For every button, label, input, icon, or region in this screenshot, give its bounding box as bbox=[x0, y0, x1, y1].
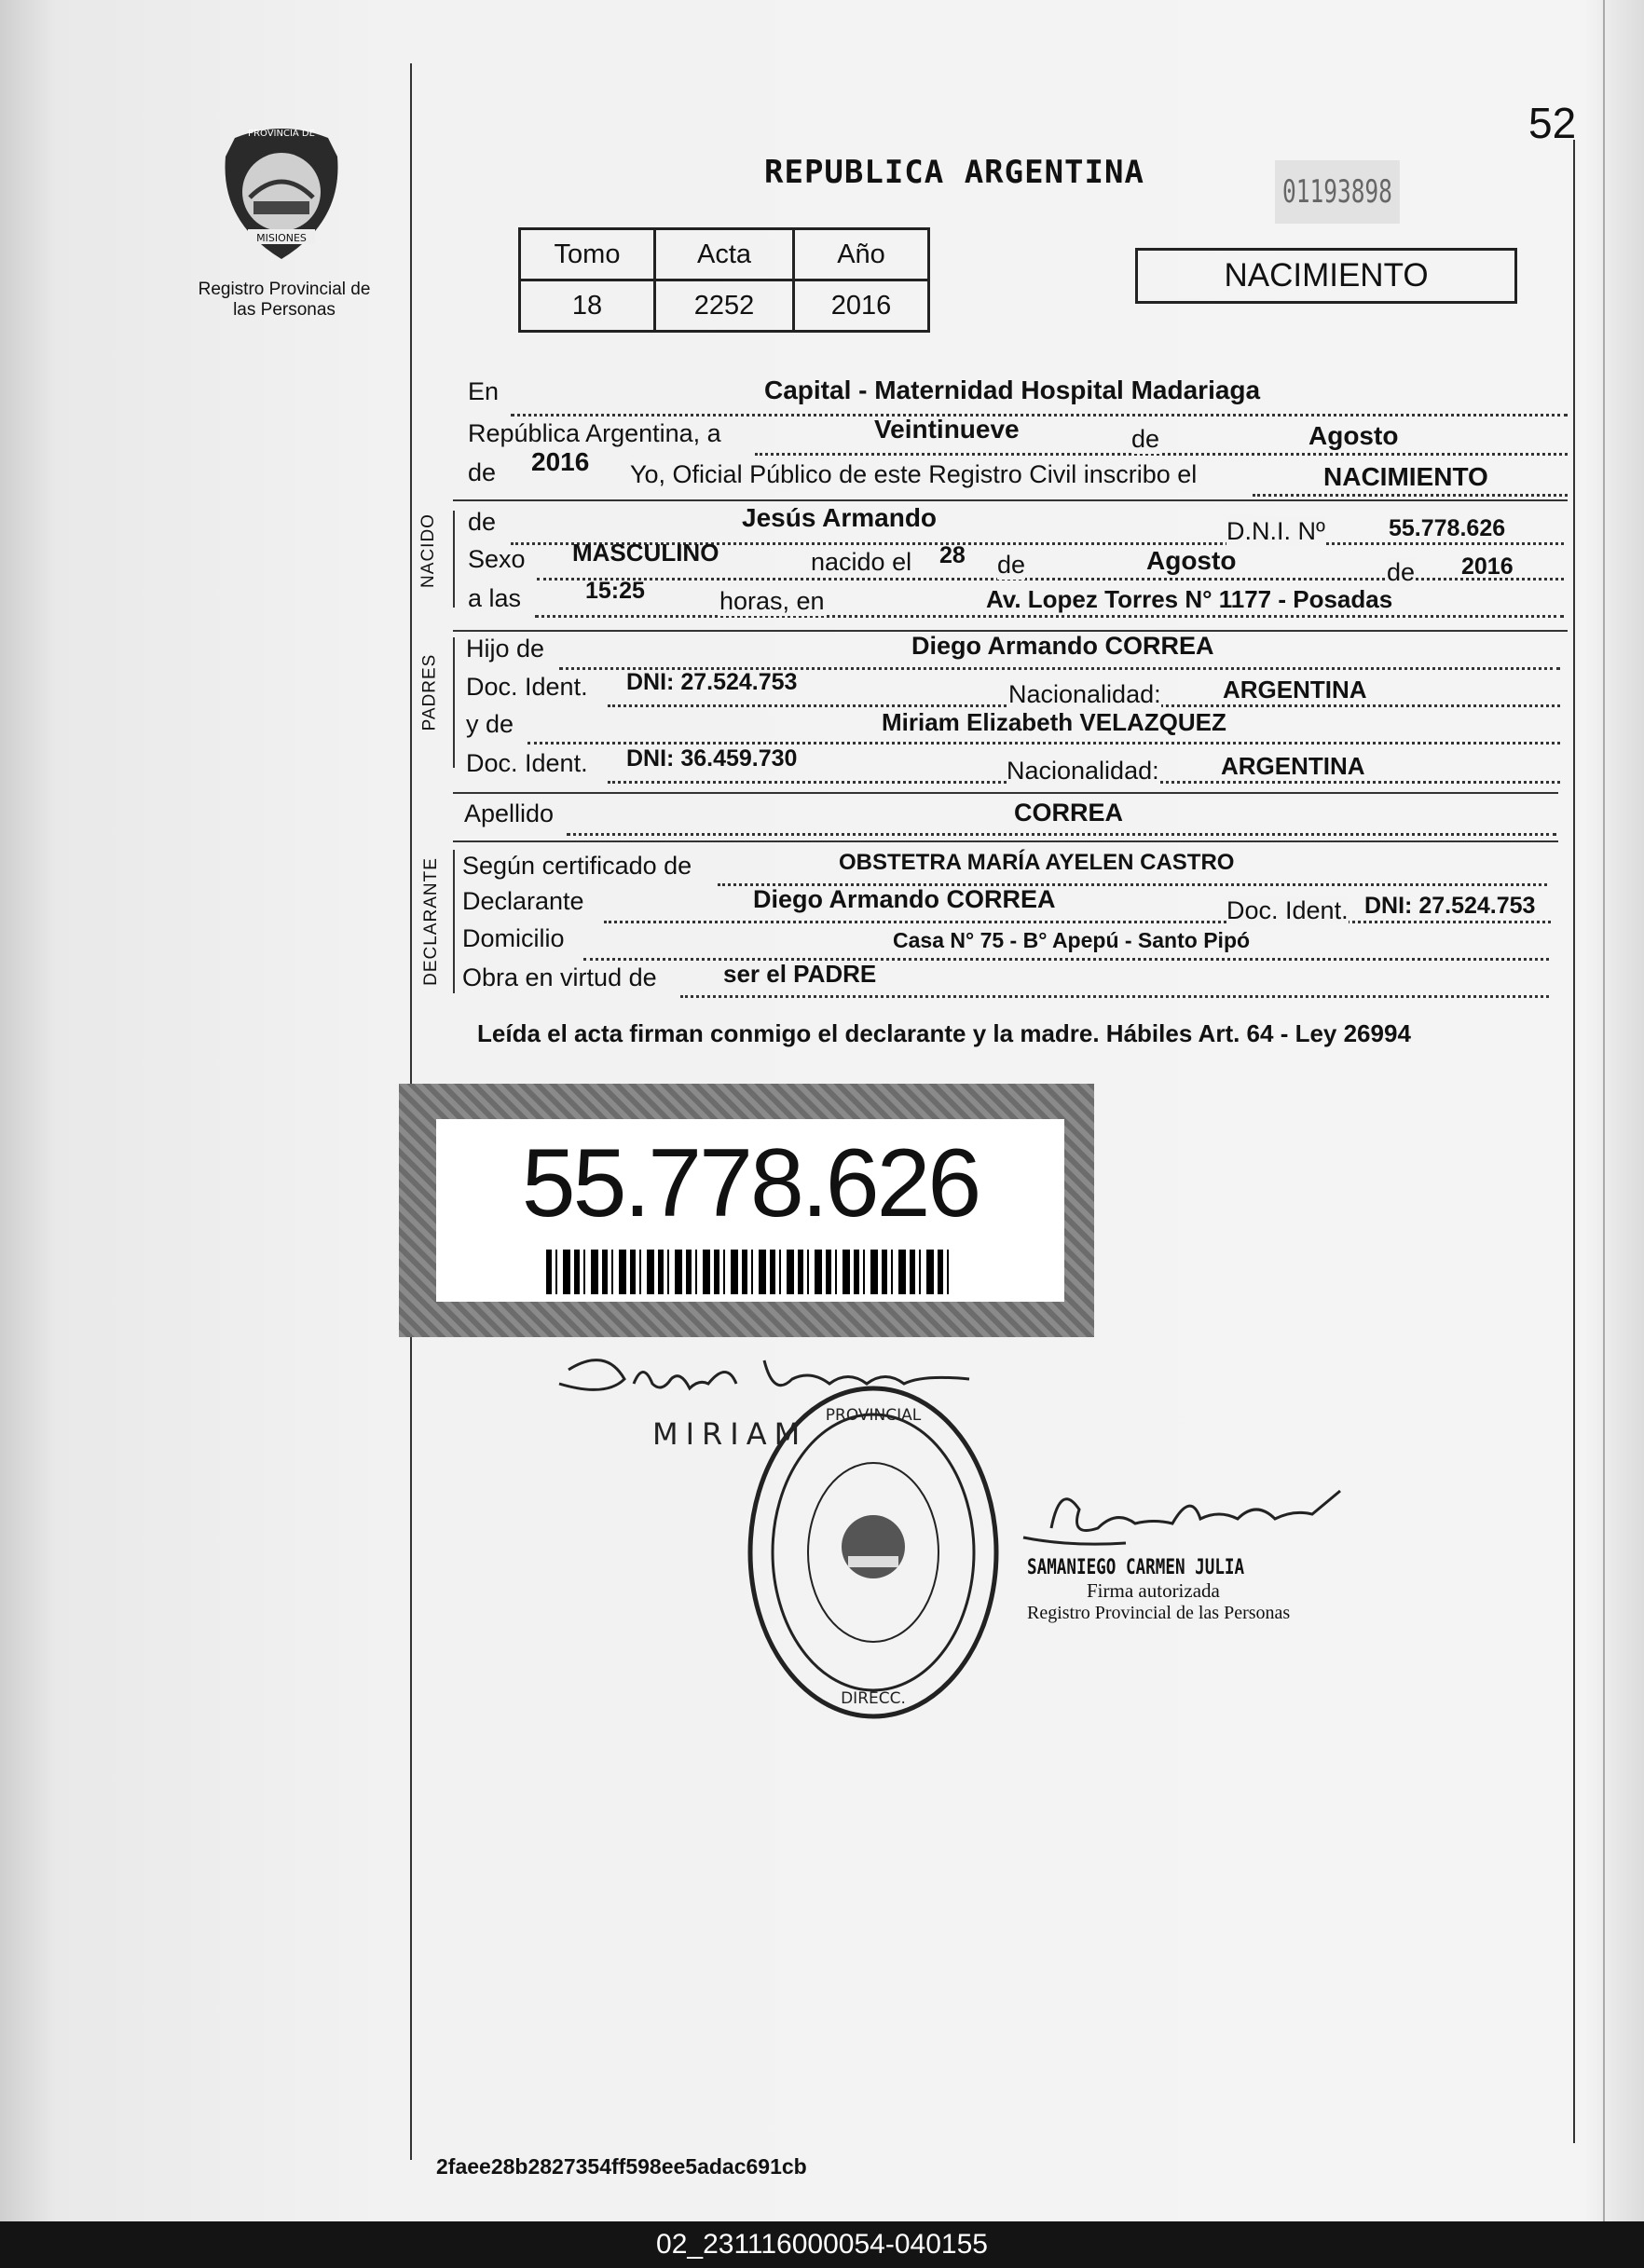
dotted-line bbox=[1253, 494, 1568, 497]
dotted-line bbox=[535, 615, 1564, 618]
padres-section-label: PADRES bbox=[419, 653, 440, 731]
child-dni: 55.778.626 bbox=[1389, 515, 1506, 541]
birth-year: 2016 bbox=[1461, 553, 1514, 580]
de-label-4: de bbox=[1387, 558, 1416, 586]
svg-text:MISIONES: MISIONES bbox=[256, 232, 307, 244]
registry-label: Registro Provincial de las Personas bbox=[198, 280, 371, 320]
day-value: Veintinueve bbox=[874, 415, 1020, 444]
act-table-header-anio: Año bbox=[794, 229, 929, 280]
dotted-line bbox=[680, 995, 1549, 998]
father-doc-label: Doc. Ident. bbox=[466, 673, 588, 701]
obra-value: ser el PADRE bbox=[723, 960, 877, 988]
father-nacionalidad-label: Nacionalidad: bbox=[1008, 680, 1161, 708]
svg-text:DIRECC.: DIRECC. bbox=[841, 1689, 906, 1708]
section-bracket bbox=[453, 637, 455, 768]
act-table-header-acta: Acta bbox=[655, 229, 794, 280]
birth-place: Av. Lopez Torres N° 1177 - Posadas bbox=[986, 585, 1393, 613]
divider bbox=[453, 792, 1558, 794]
act-table-anio-value: 2016 bbox=[794, 280, 929, 332]
section-bracket bbox=[453, 850, 455, 993]
hijo-de-label: Hijo de bbox=[466, 635, 545, 663]
province-seal-logo bbox=[216, 119, 347, 268]
apellido-value: CORREA bbox=[1014, 799, 1124, 827]
dotted-line bbox=[604, 921, 1551, 923]
father-doc: DNI: 27.524.753 bbox=[626, 669, 798, 695]
dotted-line bbox=[755, 453, 1568, 456]
official-registry: Registro Provincial de las Personas bbox=[1027, 1603, 1291, 1623]
de-label: de bbox=[1131, 425, 1160, 453]
father-nationality: ARGENTINA bbox=[1223, 676, 1367, 704]
birth-month: Agosto bbox=[1146, 546, 1237, 575]
page-number: 52 bbox=[1528, 99, 1577, 147]
inscribo-value: NACIMIENTO bbox=[1323, 462, 1488, 491]
month-value: Agosto bbox=[1308, 421, 1399, 450]
inscribo-text: Yo, Oficial Público de este Registro Civil inscribo el bbox=[630, 460, 1198, 488]
de-label-3: de bbox=[997, 551, 1026, 579]
official-role: Firma autorizada bbox=[1087, 1579, 1220, 1602]
declarante-value: Diego Armando CORREA bbox=[753, 885, 1056, 913]
a-las-label: a las bbox=[468, 584, 522, 612]
act-table-header-tomo: Tomo bbox=[520, 229, 655, 280]
mother-nationality: ARGENTINA bbox=[1221, 752, 1365, 780]
apellido-label: Apellido bbox=[464, 799, 555, 827]
en-label: En bbox=[468, 377, 500, 405]
sexo-value: MASCULINO bbox=[572, 539, 719, 567]
official-stamp bbox=[746, 1383, 1001, 1722]
birth-day: 28 bbox=[939, 542, 966, 568]
child-name: Jesús Armando bbox=[742, 503, 938, 532]
svg-text:PROVINCIAL: PROVINCIAL bbox=[825, 1406, 922, 1425]
act-table-acta-value: 2252 bbox=[655, 280, 794, 332]
declarante-doc: DNI: 27.524.753 bbox=[1364, 893, 1536, 919]
certificado-label: Según certificado de bbox=[462, 852, 692, 880]
year-value: 2016 bbox=[531, 447, 590, 476]
sexo-label: Sexo bbox=[468, 545, 526, 573]
barcode bbox=[546, 1250, 954, 1294]
republica-label: República Argentina, a bbox=[468, 419, 721, 447]
dni-sticker-label bbox=[436, 1119, 1064, 1302]
official-signature-block bbox=[1027, 1556, 1298, 1624]
official-name: SAMANIEGO CARMEN JULIA bbox=[1027, 1556, 1245, 1579]
de-label-2: de bbox=[468, 458, 497, 486]
divider bbox=[453, 840, 1558, 842]
divider bbox=[453, 499, 1568, 501]
act-table-tomo-value: 18 bbox=[520, 280, 655, 332]
nacido-section-label: NACIDO bbox=[418, 513, 438, 588]
page-edge bbox=[1603, 0, 1605, 2221]
dni-label: D.N.I. Nº bbox=[1226, 517, 1325, 545]
father-name: Diego Armando CORREA bbox=[911, 632, 1214, 660]
place-value: Capital - Maternidad Hospital Madariaga bbox=[764, 376, 1261, 404]
mother-doc: DNI: 36.459.730 bbox=[626, 745, 798, 772]
file-footer: 02_231116000054-040155 bbox=[0, 2221, 1644, 2268]
birth-time: 15:25 bbox=[585, 578, 645, 604]
obra-label: Obra en virtud de bbox=[462, 963, 657, 991]
declarante-doc-label: Doc. Ident. bbox=[1226, 896, 1349, 924]
official-signature bbox=[1014, 1472, 1368, 1565]
dotted-line bbox=[527, 742, 1560, 745]
certificado-value: OBSTETRA MARÍA AYELEN CASTRO bbox=[839, 850, 1235, 875]
mother-name: Miriam Elizabeth VELAZQUEZ bbox=[882, 708, 1226, 736]
serial-number: 01193898 bbox=[1275, 160, 1400, 224]
document-title: REPUBLICA ARGENTINA bbox=[764, 154, 1144, 191]
document-hash: 2faee28b2827354ff598ee5adac691cb bbox=[436, 2154, 807, 2179]
domicilio-label: Domicilio bbox=[462, 924, 565, 952]
dotted-line bbox=[567, 833, 1556, 836]
y-de-label: y de bbox=[466, 710, 514, 738]
declarante-label: Declarante bbox=[462, 887, 584, 915]
nacido-de-label: de bbox=[468, 508, 497, 536]
mother-doc-label: Doc. Ident. bbox=[466, 749, 588, 777]
dni-sticker bbox=[399, 1084, 1094, 1337]
seal-lettering: PROVINCIA DE bbox=[248, 129, 315, 139]
act-table bbox=[518, 227, 930, 333]
document-type-box: NACIMIENTO bbox=[1135, 248, 1517, 304]
horas-label: horas, en bbox=[719, 587, 825, 615]
section-bracket bbox=[453, 511, 455, 608]
declarante-section-label: DECLARANTE bbox=[420, 857, 441, 986]
svg-text:MIRIAM: MIRIAM bbox=[652, 1416, 808, 1452]
domicilio-value: Casa N° 75 - B° Apepú - Santo Pipó bbox=[893, 928, 1251, 952]
nacido-el-label: nacido el bbox=[811, 548, 912, 576]
mother-nacionalidad-label: Nacionalidad: bbox=[1007, 757, 1159, 785]
dotted-line bbox=[511, 414, 1568, 417]
right-margin-line bbox=[1573, 140, 1575, 2143]
dni-sticker-number: 55.778.626 bbox=[521, 1129, 980, 1237]
closing-text: Leída el acta firman conmigo el declarante y la madre. Hábiles Art. 64 - Ley 26994 bbox=[477, 1019, 1411, 1047]
